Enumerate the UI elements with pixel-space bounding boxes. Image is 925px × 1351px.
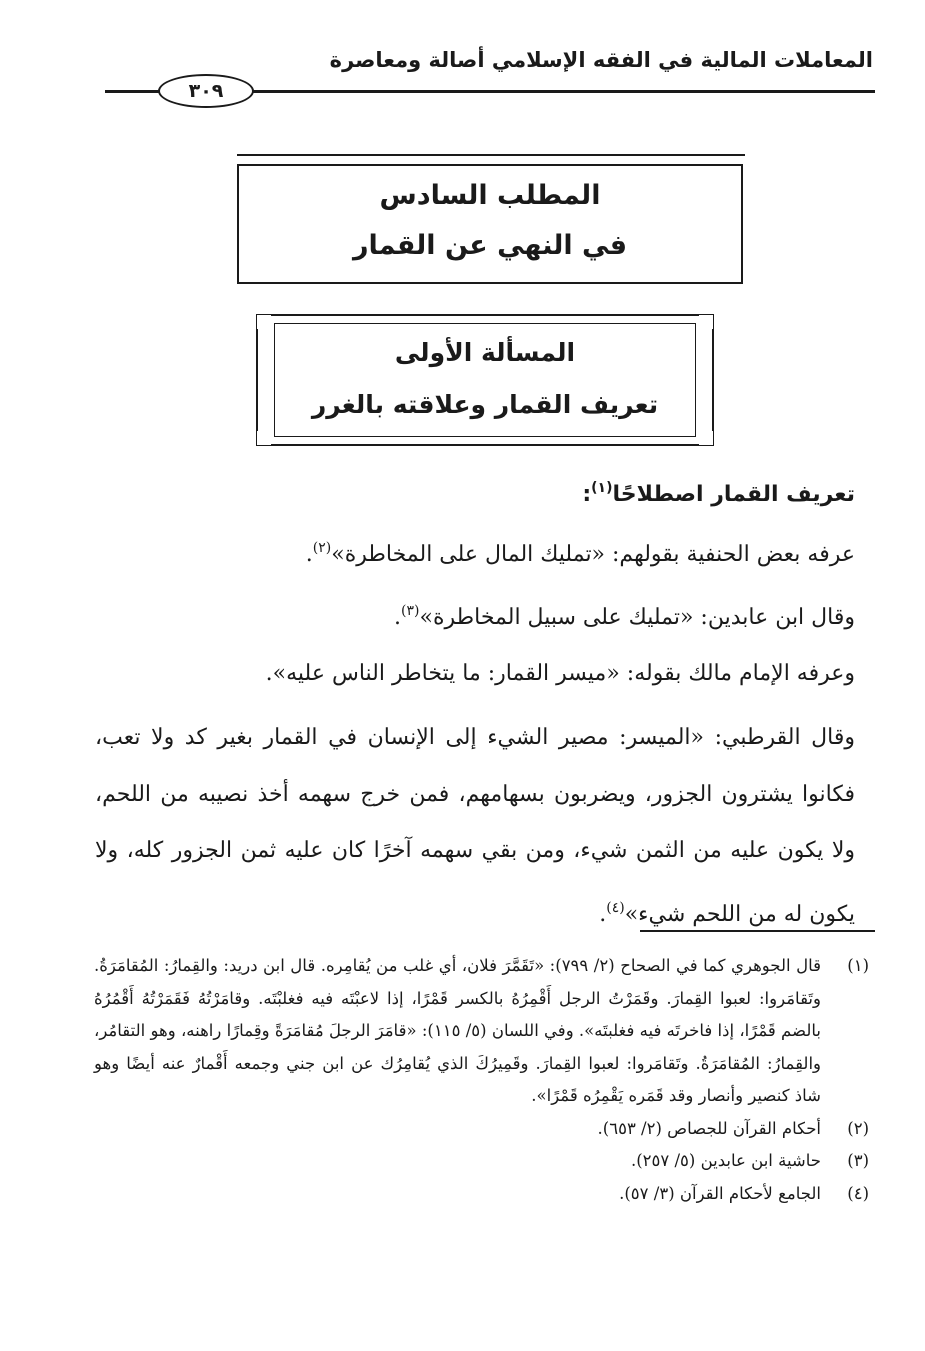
section-title-line2: في النهي عن القمار (352, 230, 628, 261)
footnote-text: أحكام القرآن للجصاص (٢/ ٦٥٣). (597, 1118, 821, 1138)
frame-corner-ornament (699, 314, 714, 329)
footnote-2 (94, 1113, 869, 1146)
definition-heading-text: تعريف القمار اصطلاحًا (612, 482, 855, 507)
footnote-separator (640, 930, 875, 932)
footnote-ref: (٣) (401, 603, 420, 619)
frame-corner-ornament (699, 431, 714, 446)
footnote-number: (٤) (847, 1183, 869, 1203)
footnote-ref: (١) (591, 480, 613, 496)
paragraph-end: . (599, 901, 607, 927)
paragraph-end: . (305, 542, 313, 567)
paragraph-qurtubi (95, 710, 855, 943)
paragraph-text: وقال القرطبي: «الميسر: مصير الشيء إلى الإنسان في القمار بغير كد ولا تعب، فكانوا يشترون الجزور، ويضربون بسهامهم، فمن خرج سهمه أخذ نصيبه من اللحم، ولا يكون عليه من الثمن شيء، ومن بقي سهمه آخرًا كان عليه ثمن الجزور كله، ولا يكون له من اللحم شيء» (95, 725, 855, 927)
definition-heading (95, 460, 855, 523)
paragraph-ibn-abidin (95, 583, 855, 646)
footnotes (94, 950, 869, 1210)
paragraph-imam-malik: وعرفه الإمام مالك بقوله: «ميسر القمار: ما يتخاطر الناس عليه». (265, 661, 855, 686)
footnote-1 (94, 950, 869, 1113)
paragraph-hanafi-definition (95, 520, 855, 583)
footnote-text: الجامع لأحكام القرآن (٣/ ٥٧). (619, 1183, 821, 1203)
running-header-title: المعاملات المالية في الفقه الإسلامي أصالة ومعاصرة (329, 48, 873, 72)
paragraph-text: عرفه بعض الحنفية بقولهم: «تمليك المال على المخاطرة» (331, 542, 855, 567)
footnote-ref: (٢) (312, 540, 332, 556)
issue-title-line1: المسألة الأولى (394, 338, 576, 367)
section-box-top-rule (237, 154, 745, 156)
footnote-4 (94, 1178, 869, 1211)
footnote-number: (٣) (847, 1151, 869, 1170)
footnote-number: (٢) (847, 1118, 869, 1138)
footnote-text: قال الجوهري كما في الصحاح (٢/ ٧٩٩): «تَقَمَّرَ فلان، أي غلب من يُقامِره. قال ابن دريد: والقِمارُ: المُقامَرَةُ. وتَقامَروا: لعبوا القِمارَ. وقَمَرْتُ الرجل أَقْمِرُهُ بالكسر قَمْرًا، إذا لاعبْتَه فيه فغلبْتَه. وقامَرْتُهُ فَقَمَرْتُهُ أَقْمُرُهُ بالضم قَمْرًا، إذا فاخرتَه فيه فغلبتَه». وفي اللسان (٥/ ١١٥): «قامَرَ الرجلَ مُقامَرَةً وقِمارًا راهنه، وهو التقامُر، والقِمارُ: المُقامَرَةُ. وتَقامَروا: لعبوا القِمارَ. وقَمِيرُكَ الذي يُقامِرُك عن ابن جني وجمعه أَقْمارٌ عنه أيضًا وهو شاذ كنصير وأنصار وقد قَمَره يَقْمِرُه قَمْرًا». (94, 956, 821, 1105)
paragraph-end: . (394, 605, 402, 630)
footnote-text: حاشية ابن عابدين (٥/ ٢٥٧). (630, 1151, 821, 1170)
issue-title-line2: تعريف القمار وعلاقته بالغرر (311, 390, 659, 419)
issue-title-box (256, 314, 714, 446)
footnote-number: (١) (847, 956, 869, 975)
frame-corner-ornament (256, 314, 271, 329)
heading-colon: : (582, 482, 592, 507)
paragraph-text: وقال ابن عابدين: «تمليك على سبيل المخاطرة» (419, 605, 855, 630)
section-title-line1: المطلب السادس (379, 180, 601, 211)
frame-corner-ornament (256, 431, 271, 446)
footnote-3 (94, 1145, 869, 1178)
page-number-badge: ٣٠٩ (158, 74, 254, 108)
section-title-box (237, 164, 743, 284)
footnote-ref: (٤) (606, 899, 625, 916)
